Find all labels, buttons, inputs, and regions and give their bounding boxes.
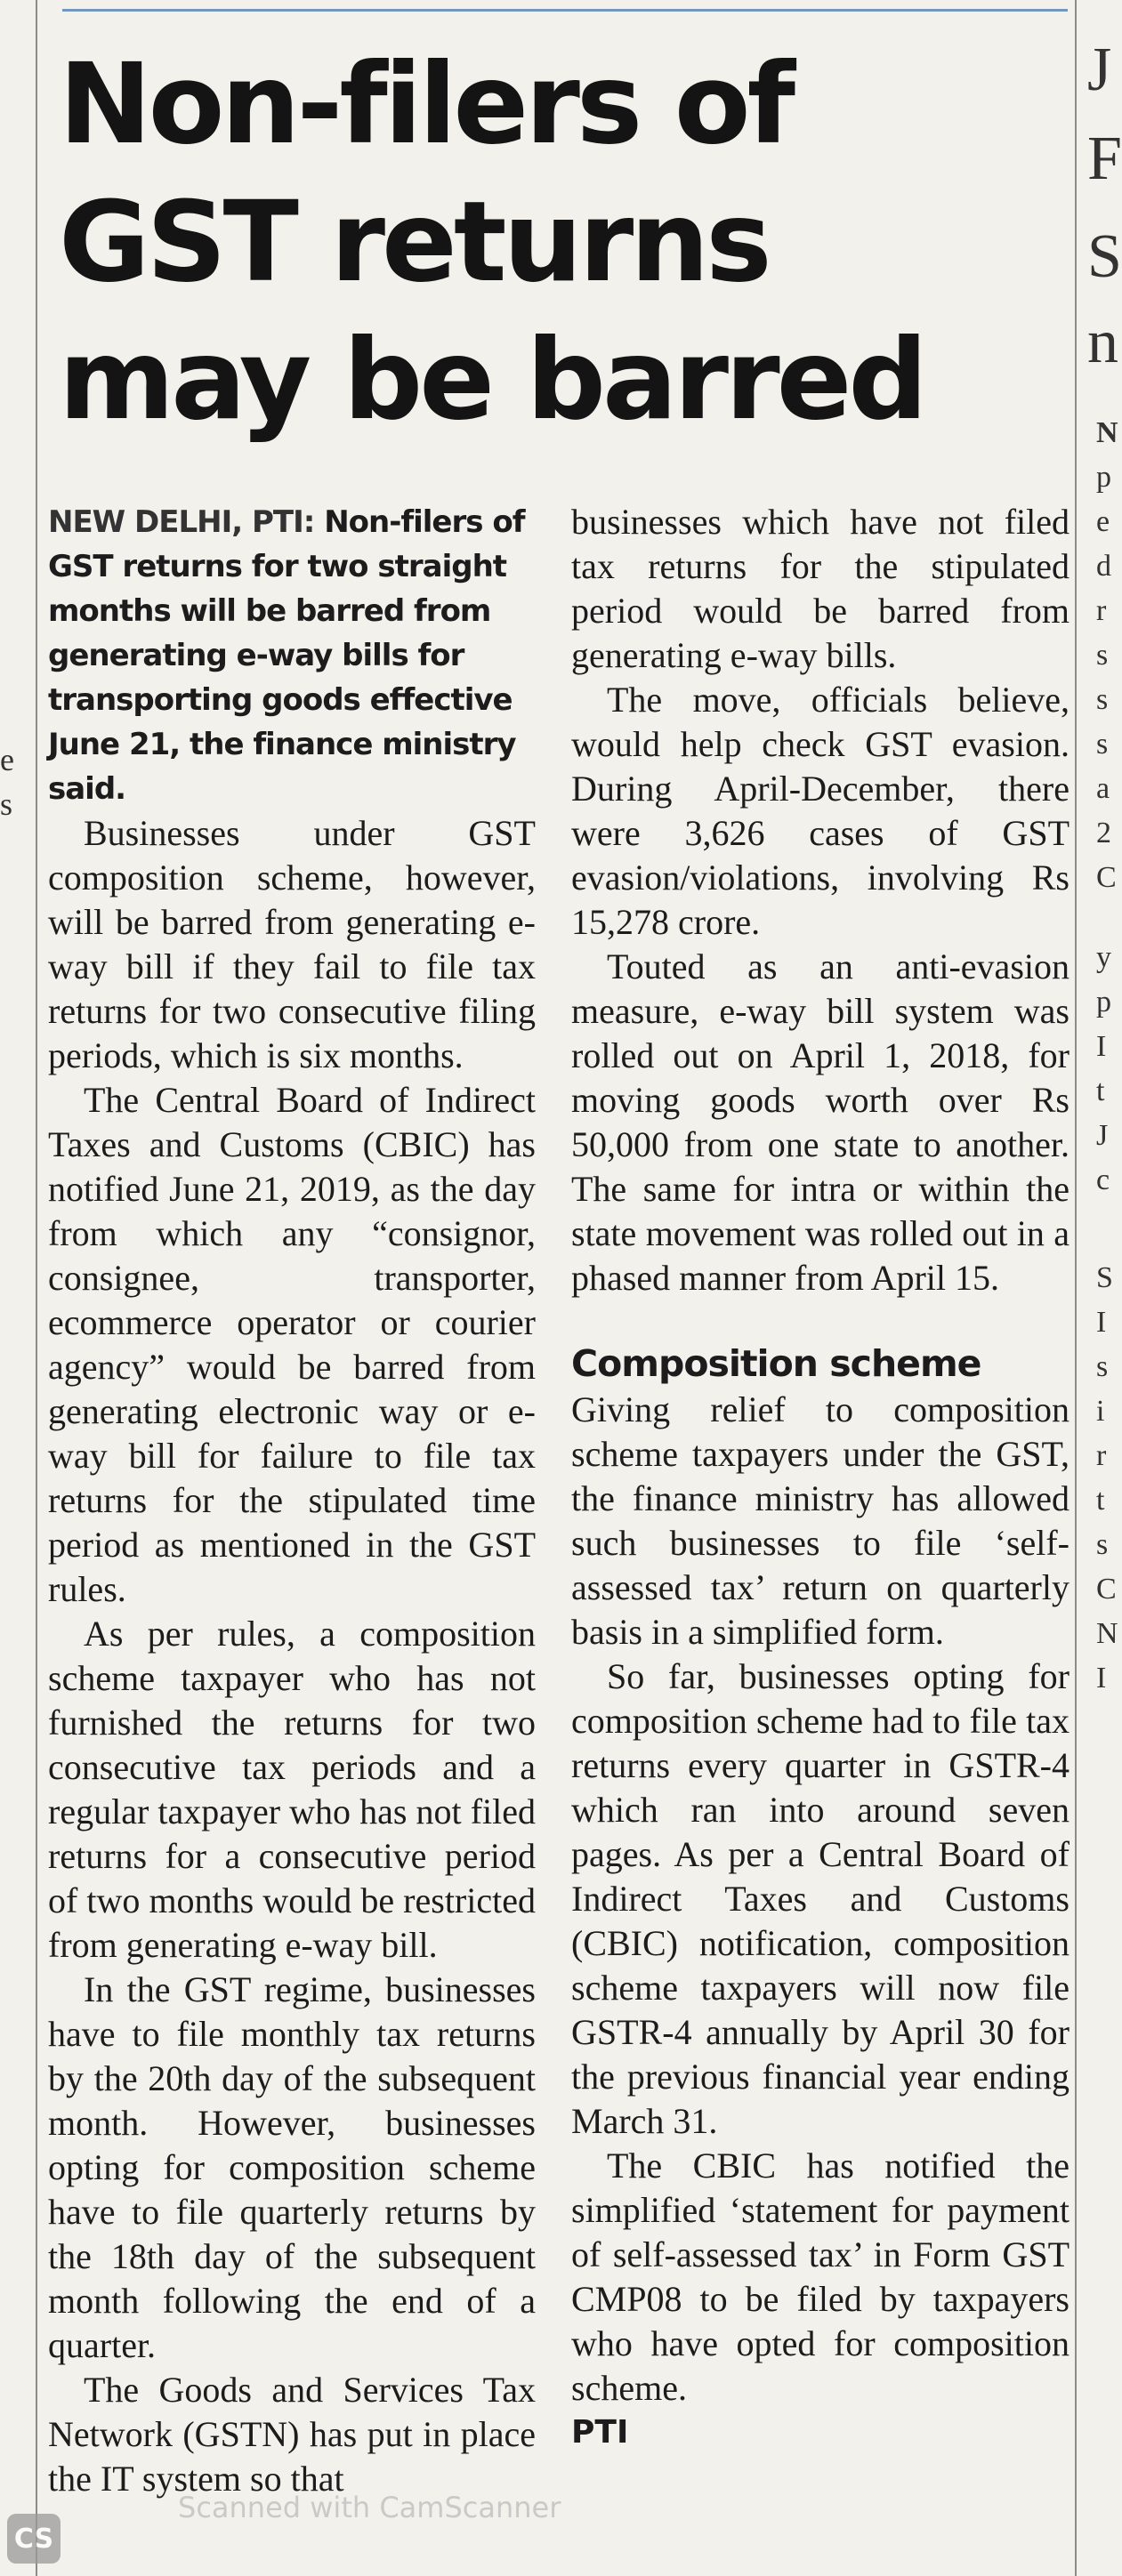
scanner-logo: CS: [7, 2514, 61, 2564]
headline: Non-filers of GST returns may be barred: [59, 40, 924, 445]
adjacent-body-fragment: p: [1096, 461, 1111, 494]
body-paragraph: As per rules, a composition scheme taxpayer who has not furnished the returns for two consecutive tax periods and a regular taxpayer who has not filed returns for a consecutive period of two months would be restricted from generating e-way bill.: [48, 1614, 536, 1965]
adjacent-body-fragment: s: [1096, 1350, 1109, 1383]
adjacent-body-fragment: J: [1096, 1119, 1109, 1152]
adjacent-body-fragment: S: [1096, 1261, 1113, 1294]
adjacent-body-fragment: t: [1096, 1484, 1105, 1517]
left-margin-fragment: e: [0, 742, 14, 777]
adjacent-body-fragment: C: [1096, 1573, 1117, 1606]
body-paragraph: The Central Board of Indirect Taxes and Customs (CBIC) has notified June 21, 2019, as the day from which any “consignor, consignee, transporter, ecommerce operator or courier agency” would be barred from generating electronic way or e-way bill for failure to file tax returns for the stipulated time period as mentioned in the GST rules.: [48, 1080, 536, 1609]
body-paragraph: The move, officials believe, would help check GST evasion. During April-December, there were 3,626 cases of GST evasion/violations, involving Rs 15,278 crore.: [571, 680, 1070, 942]
body-paragraph: In the GST regime, businesses have to file monthly tax returns by the 20th day of the subsequent month. However, businesses opting for composition scheme have to file quarterly returns by the 18th day of the subsequent month following the end of a quarter.: [48, 1969, 536, 2365]
adjacent-headline-fragment: J: [1087, 36, 1112, 104]
adjacent-body-fragment: 2: [1096, 817, 1111, 849]
byline-credit: PTI: [571, 2414, 629, 2451]
adjacent-headline-fragment: n: [1087, 308, 1118, 376]
adjacent-body-fragment: N: [1096, 1617, 1118, 1650]
left-margin-fragment: s: [0, 786, 13, 822]
column-rule-left: [36, 0, 37, 2576]
adjacent-body-fragment: N: [1096, 416, 1118, 449]
adjacent-body-fragment: c: [1096, 1163, 1110, 1196]
article-column-left: [48, 500, 536, 2501]
top-rule: [62, 0, 1068, 12]
adjacent-body-fragment: s: [1096, 683, 1109, 716]
adjacent-body-fragment: a: [1096, 772, 1110, 805]
article-column-middle: [571, 500, 1070, 2455]
adjacent-body-fragment: I: [1096, 1306, 1107, 1339]
body-paragraph: Touted as an anti-evasion measure, e-way bill system was rolled out on April 1, 2018, for moving goods worth over Rs 50,000 from one state to another. The same for intra or within the state movement was rolled out in a phased manner from April 15.: [571, 946, 1070, 1298]
body-paragraph: The Goods and Services Tax Network (GSTN) has put in place the IT system so that: [48, 2370, 536, 2499]
adjacent-body-fragment: p: [1096, 986, 1111, 1018]
adjacent-article-fragment: [1084, 0, 1122, 2576]
adjacent-body-fragment: s: [1096, 728, 1109, 761]
body-paragraph: businesses which have not filed tax returns for the stipulated period would be barred from generating e-way bills.: [571, 502, 1070, 675]
adjacent-body-fragment: s: [1096, 1528, 1109, 1561]
adjacent-body-fragment: i: [1096, 1395, 1105, 1428]
adjacent-body-fragment: I: [1096, 1662, 1107, 1695]
lead-paragraph: [48, 500, 536, 811]
adjacent-body-fragment: y: [1096, 941, 1111, 974]
adjacent-body-fragment: t: [1096, 1075, 1105, 1107]
adjacent-body-fragment: C: [1096, 861, 1117, 894]
adjacent-body-fragment: d: [1096, 550, 1111, 583]
adjacent-body-fragment: s: [1096, 639, 1109, 672]
body-paragraph: The CBIC has notified the simplified ‘statement for payment of self-assessed tax’ in Form GST CMP08 to be filed by taxpayers who have opted for composition scheme.: [571, 2145, 1070, 2408]
adjacent-body-fragment: I: [1096, 1030, 1107, 1063]
adjacent-body-fragment: r: [1096, 594, 1107, 627]
column-rule-right: [1075, 0, 1077, 2576]
body-paragraph: So far, businesses opting for composition scheme had to file tax returns every quarter in GSTR-4 which ran into around seven pages. As per a Central Board of Indirect Taxes and Customs (CBIC) notification, composition scheme taxpayers will now file GSTR-4 annually by April 30 for the previous financial year ending March 31.: [571, 1656, 1070, 2141]
adjacent-headline-fragment: S: [1087, 222, 1122, 291]
adjacent-body-fragment: r: [1096, 1439, 1107, 1472]
dateline: NEW DELHI, PTI:: [48, 504, 315, 540]
scanner-watermark-text: Scanned with CamScanner: [178, 2491, 561, 2524]
subheading: Composition scheme: [571, 1342, 981, 1385]
adjacent-body-fragment: e: [1096, 505, 1110, 538]
body-paragraph: Businesses under GST composition scheme, however, will be barred from generating e-way bill if they fail to file tax returns for two consecutive filing periods, which is six months.: [48, 813, 536, 1075]
body-paragraph: Giving relief to composition scheme taxpayers under the GST, the finance ministry has allowed such businesses to file ‘self-assessed tax’ return on quarterly basis in a simplified form.: [571, 1389, 1070, 1652]
adjacent-headline-fragment: F: [1087, 125, 1122, 193]
lead-text: Non-filers of GST returns for two straight months will be barred from generating e-way bills for transporting goods effective June 21, the finance ministry said.: [48, 504, 525, 807]
